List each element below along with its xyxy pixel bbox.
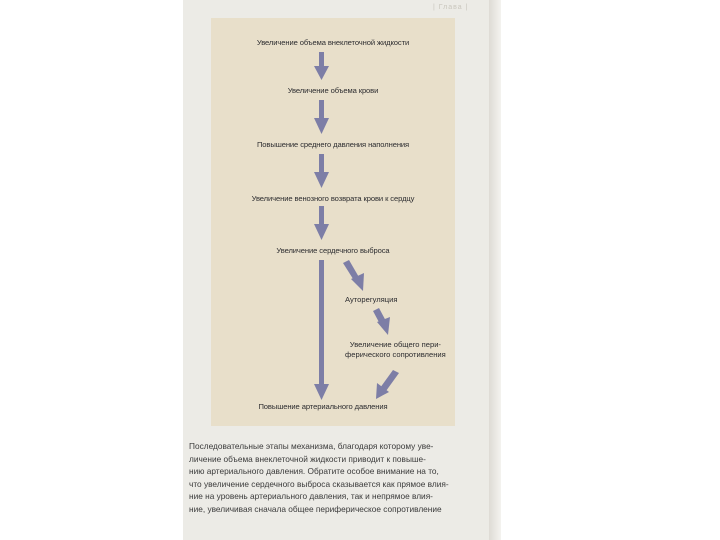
- arrow-down-long: [314, 260, 329, 400]
- caption-line: личение объема внеклеточной жидкости приводит к повыше-: [189, 453, 426, 464]
- step-cardiac-output: Увеличение сердечного выброса: [276, 246, 390, 255]
- page-gutter: [489, 0, 501, 540]
- step-venous-return: Увеличение венозного возврата крови к сердцу: [251, 194, 415, 203]
- book-page-scan: [183, 0, 489, 540]
- caption-line: нию артериального давления. Обратите особое внимание на то,: [189, 466, 439, 477]
- caption-line: Последовательные этапы механизма, благодаря которому уве-: [189, 441, 434, 451]
- resistance-line-2: ферического сопротивления: [345, 349, 446, 359]
- caption-line: что увеличение сердечного выброса сказывается как прямое влия-: [189, 478, 449, 489]
- arrow-down-1: [314, 52, 329, 80]
- resistance-line-1: Увеличение общего пери-: [349, 340, 441, 349]
- step-arterial-pressure: Повышение артериального давления: [258, 402, 388, 411]
- arrow-down-2: [314, 100, 329, 134]
- step-autoregulation: Ауторегуляция: [345, 295, 398, 304]
- figure-caption: [189, 440, 485, 516]
- arrow-diag-pressure: [376, 370, 399, 399]
- page-header-faint: | Глава |: [433, 4, 469, 11]
- arrow-down-4: [314, 206, 329, 240]
- arrow-down-3: [314, 154, 329, 188]
- caption-line: ние, увеличивая сначала общее периферическое сопротивление: [189, 503, 442, 514]
- step-blood-volume: Увеличение объема крови: [287, 86, 379, 95]
- caption-line: ние на уровень артериального давления, так и непрямое влия-: [189, 491, 433, 502]
- arrow-diag-autoreg: [343, 260, 364, 291]
- step-filling-pressure: Повышение среднего давления наполнения: [256, 140, 410, 149]
- arrow-diag-resistance: [373, 308, 390, 335]
- step-ecf-volume: Увеличение объема внеклеточной жидкости: [256, 38, 410, 47]
